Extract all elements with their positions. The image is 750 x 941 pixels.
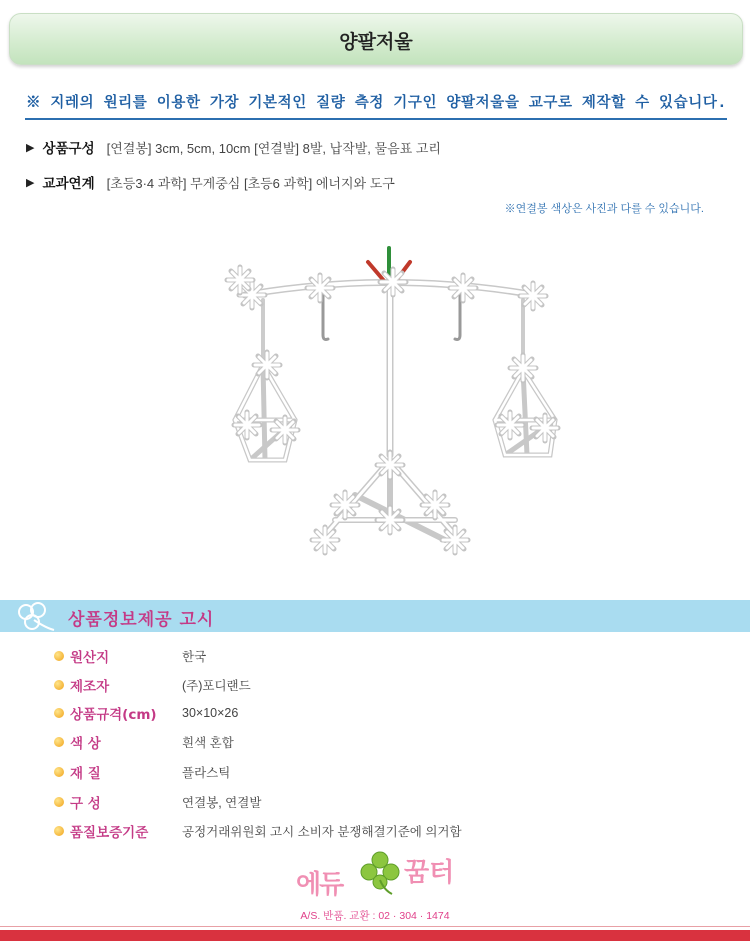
info-row-warranty (54, 821, 462, 841)
spec-label: 교과연계 (42, 176, 95, 192)
spec-value: [연결봉] 3cm, 5cm, 10cm [연결발] 8발, 납작발, 물음표 고리 (106, 140, 441, 156)
spec-row-composition (26, 137, 441, 157)
bullet-icon (54, 708, 64, 718)
info-row-color (54, 732, 234, 752)
info-key: 품질보증기준 (70, 825, 149, 841)
intro-text: ※ 지레의 원리를 이용한 가장 기본적인 질량 측정 기구인 양팔저울을 교구로 제작할 수 있습니다. (26, 95, 727, 111)
triangle-right-icon: ▶ (26, 175, 35, 189)
info-value: 공정거래위원회 고시 소비자 분쟁해결기준에 의거함 (182, 825, 462, 839)
spec-label: 상품구성 (42, 141, 95, 157)
bullet-icon (54, 737, 64, 747)
info-value: 플라스틱 (182, 766, 231, 780)
bullet-icon (54, 826, 64, 836)
info-key: 색 상 (70, 736, 101, 752)
info-value: (주)포디랜드 (182, 679, 251, 693)
contact-info: A/S. 반품. 교환 : 02 · 304 · 1474 (300, 910, 450, 922)
bullet-icon (54, 651, 64, 661)
title-bar (9, 13, 743, 65)
info-key: 제조자 (70, 679, 110, 695)
info-title: 상품정보제공 고시 (68, 610, 215, 630)
info-row-size (54, 703, 238, 723)
info-row-composition (54, 792, 261, 812)
page-title: 양팔저울 (339, 31, 413, 53)
info-key: 재 질 (70, 766, 101, 782)
footer-bar (0, 930, 750, 941)
info-row-origin (54, 646, 206, 666)
footer-divider (0, 926, 750, 927)
info-row-material (54, 762, 230, 782)
info-value: 연결봉, 연결발 (182, 796, 262, 810)
info-value: 30×10×26 (182, 706, 239, 720)
info-row-manufacturer (54, 675, 251, 695)
spec-row-curriculum (26, 172, 395, 192)
info-key: 상품규격(cm) (70, 707, 157, 723)
logo-text-left: 에듀 (296, 870, 343, 900)
clover-icon (358, 850, 402, 896)
info-value: 흰색 혼합 (182, 736, 234, 750)
spec-value: [초등3·4 과학] 무게중심 [초등6 과학] 에너지와 도구 (106, 175, 395, 191)
brand-logo (296, 846, 456, 906)
color-note: ※연결봉 색상은 사진과 다를 수 있습니다. (504, 203, 704, 215)
product-image (205, 240, 565, 570)
bullet-icon (54, 680, 64, 690)
info-key: 원산지 (70, 650, 110, 666)
clover-icon (12, 600, 58, 634)
divider (25, 118, 727, 120)
bullet-icon (54, 767, 64, 777)
info-value: 한국 (182, 650, 207, 664)
bullet-icon (54, 797, 64, 807)
info-key: 구 성 (70, 796, 101, 812)
logo-text-right: 꿈터 (404, 858, 455, 888)
triangle-right-icon: ▶ (26, 140, 35, 154)
